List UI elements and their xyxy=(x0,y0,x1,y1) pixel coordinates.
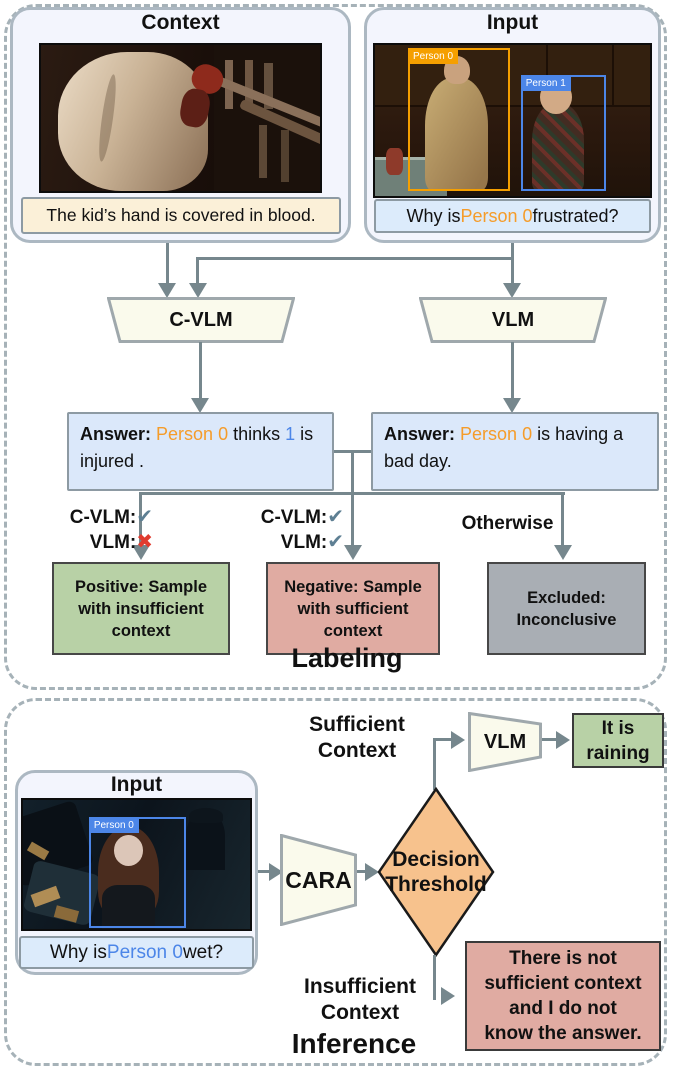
insufficient-result-line4: know the answer. xyxy=(484,1023,642,1044)
positive-outcome-box: Positive: Sample with insufficient context xyxy=(52,562,230,655)
branch-horizontal-line xyxy=(139,492,565,495)
context-caption-text: The kid’s hand is covered in blood. xyxy=(46,205,316,225)
vlm-to-answer-line xyxy=(511,342,514,398)
inference-person0-bounding-box xyxy=(89,817,187,928)
inference-vlm-box xyxy=(468,712,542,772)
sufficient-result-line2: raining xyxy=(586,742,650,764)
stair-spindle xyxy=(259,125,267,178)
check-icon: ✔ xyxy=(327,506,344,528)
inference-vlm-label: VLM xyxy=(483,730,527,753)
input-to-vlm-line xyxy=(511,243,514,283)
insufficient-result-line3: and I do not xyxy=(509,998,617,1019)
vlm-to-answer-arrowhead xyxy=(503,398,521,413)
context-image xyxy=(39,43,322,193)
positive-condition-label xyxy=(25,505,153,555)
cara-label: CARA xyxy=(285,866,352,893)
negative-outcome-box: Negative: Sample with sufficient context xyxy=(266,562,440,655)
otherwise-label: Otherwise xyxy=(461,513,554,534)
input-branch-horizontal-line xyxy=(196,257,513,260)
sufficient-context-label: Sufficient Context xyxy=(309,713,405,762)
inference-question-person0: Person 0 xyxy=(106,941,183,963)
cross-icon: ✖ xyxy=(136,531,153,553)
negative-branch-arrowhead xyxy=(344,545,362,560)
insufficient-context-label: Insufficient Context xyxy=(303,975,416,1024)
context-to-cvlm-arrowhead xyxy=(158,283,176,298)
check-icon: ✔ xyxy=(327,531,344,553)
labeling-input-panel-title: Input xyxy=(486,11,539,34)
inference-input-panel-title: Input xyxy=(110,773,163,796)
context-to-cvlm-line xyxy=(166,243,169,283)
cabinet-line xyxy=(612,45,614,105)
insufficient-result-box xyxy=(465,941,661,1051)
person0-bounding-box xyxy=(408,48,510,191)
question-person0: Person 0 xyxy=(460,205,533,226)
positive-condition-line2: VLM:✖ xyxy=(89,531,153,553)
cvlm-to-answer-arrowhead xyxy=(191,398,209,413)
diamond-to-result-arrowhead xyxy=(441,987,455,1005)
cara-model-box xyxy=(280,834,357,926)
insufficient-result-line2: sufficient context xyxy=(484,973,642,994)
positive-condition-line1: C-VLM:✔ xyxy=(69,506,153,528)
check-icon: ✔ xyxy=(136,506,153,528)
decision-threshold-diamond xyxy=(377,787,495,957)
stair-spindle xyxy=(281,130,289,183)
labeling-section-label: Labeling xyxy=(291,643,403,673)
inference-question-caption xyxy=(19,936,254,969)
negative-condition-label xyxy=(222,505,344,555)
person1-bounding-box xyxy=(521,75,606,191)
person1-bbox-label: Person 1 xyxy=(523,77,571,91)
cvlm-answer-box xyxy=(67,412,334,491)
cvlm-answer-mid: thinks xyxy=(228,424,286,444)
inference-input-image xyxy=(21,798,252,931)
vlm-to-result-arrowhead xyxy=(556,731,570,749)
question-post: frustrated? xyxy=(532,205,619,226)
diamond-to-result-line xyxy=(433,955,436,1000)
jar xyxy=(386,148,403,175)
inference-question-pre: Why is xyxy=(49,941,107,963)
input-to-cvlm-arrowhead xyxy=(189,283,207,298)
background-man-cap xyxy=(189,808,223,823)
vlm-label: VLM xyxy=(491,308,535,331)
context-panel-title: Context xyxy=(141,11,220,34)
input-to-vlm-arrowhead xyxy=(503,283,521,298)
insufficient-result-line1: There is not xyxy=(509,948,617,969)
sufficient-result-box xyxy=(572,713,664,768)
cvlm-model-box xyxy=(107,297,295,343)
cvlm-label: C-VLM xyxy=(169,308,233,331)
cvlm-answer-person1: 1 xyxy=(285,424,296,444)
person0-bbox-label: Person 0 xyxy=(410,50,458,64)
negative-condition-line1: C-VLM:✔ xyxy=(260,506,344,528)
vlm-answer-box xyxy=(371,412,659,491)
labeling-question-caption xyxy=(374,199,651,233)
vlm-model-box xyxy=(419,297,607,343)
inference-question-post: wet? xyxy=(182,941,224,963)
sufficient-result-line1: It is xyxy=(601,717,635,739)
diamond-to-vlm-arrowhead xyxy=(451,731,465,749)
decision-label-line1: Decision xyxy=(392,848,480,871)
context-caption xyxy=(21,197,341,234)
vlm-answer-person0: Person 0 xyxy=(460,424,533,444)
decision-label-line2: Threshold xyxy=(385,873,487,896)
junction-vertical-line xyxy=(351,450,354,545)
diamond-to-vlm-vertical-line xyxy=(433,739,436,790)
input-to-cvlm-line xyxy=(196,257,199,283)
negative-condition-line2: VLM:✔ xyxy=(280,531,344,553)
cvlm-answer-label: Answer: xyxy=(80,424,157,444)
cvlm-answer-person0: Person 0 xyxy=(156,424,229,444)
diamond-to-vlm-horizontal-line xyxy=(433,738,453,741)
excluded-branch-arrowhead xyxy=(554,545,572,560)
question-pre: Why is xyxy=(406,205,461,226)
cvlm-to-answer-line xyxy=(199,342,202,398)
vlm-answer-post: is having a bad day. xyxy=(384,424,624,471)
labeling-input-image xyxy=(373,43,652,198)
vlm-answer-label: Answer: xyxy=(384,424,461,444)
excluded-outcome-box: Excluded: Inconclusive xyxy=(487,562,646,655)
inference-section-label: Inference xyxy=(291,1028,417,1059)
inference-person0-bbox-label: Person 0 xyxy=(91,819,139,833)
cvlm-answer-post: is injured . xyxy=(80,424,314,471)
